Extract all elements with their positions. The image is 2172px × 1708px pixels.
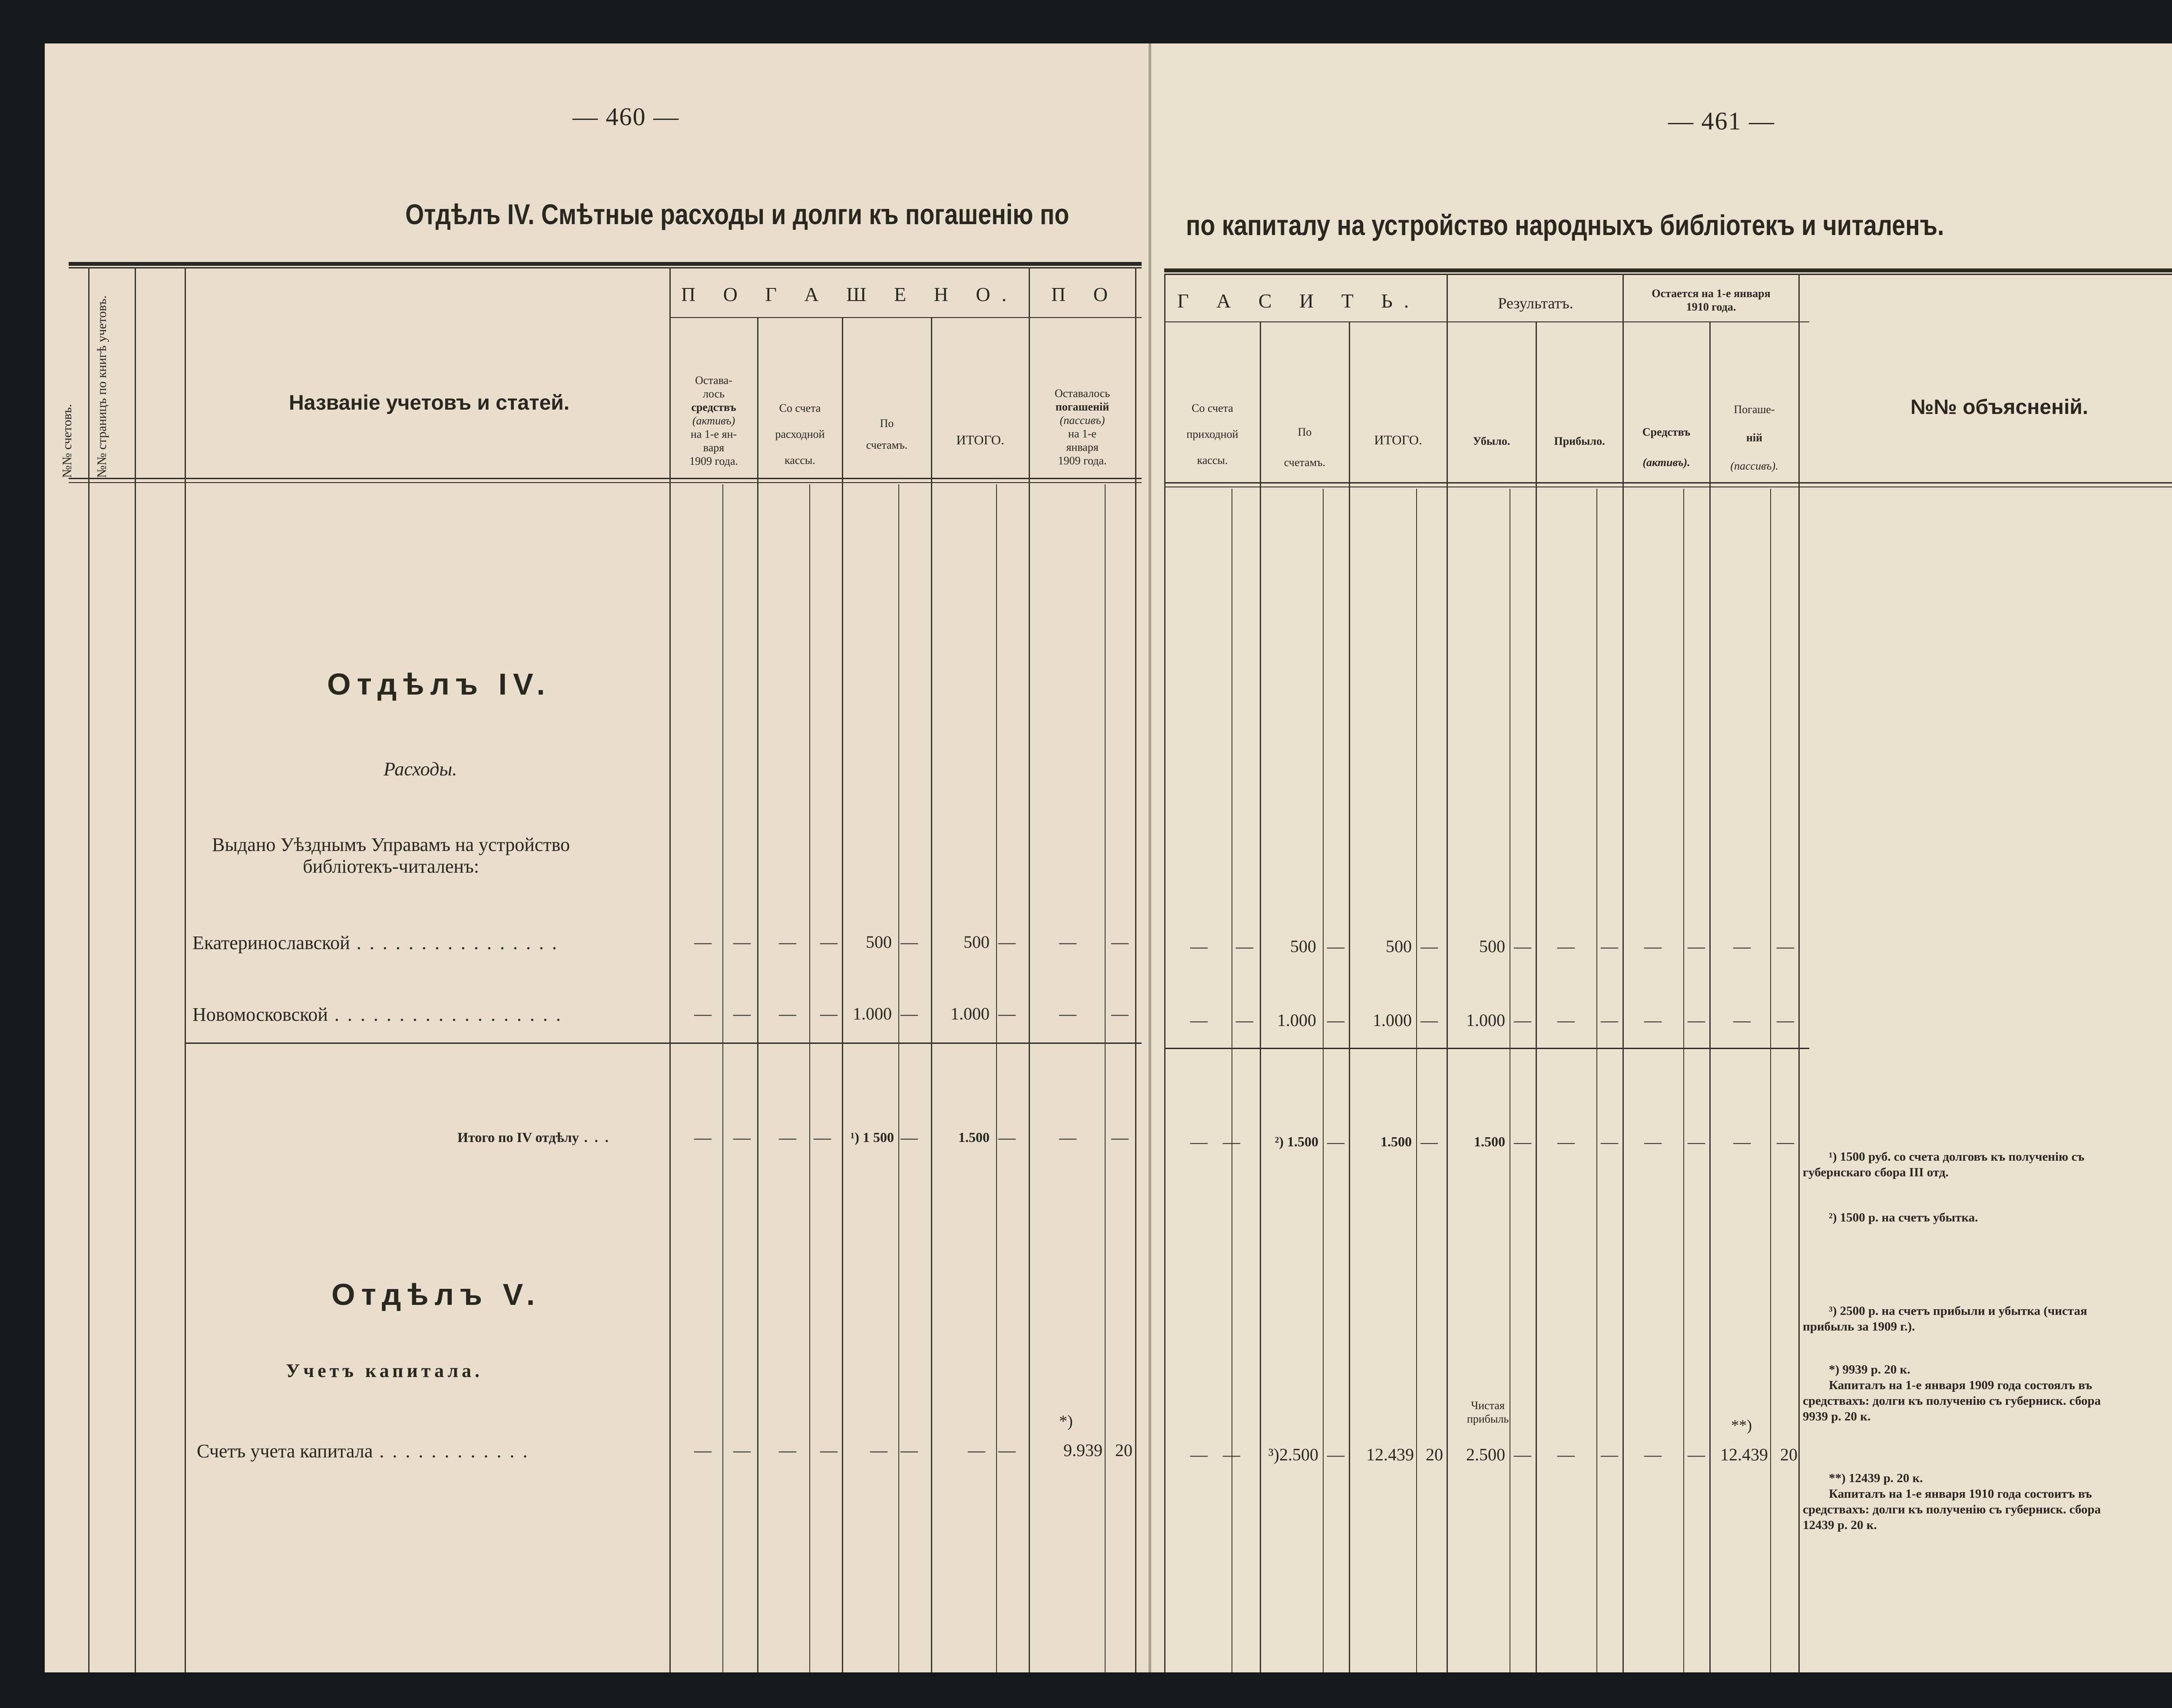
empty-cell: — xyxy=(1644,937,1662,956)
column-divider xyxy=(1164,274,1165,1672)
column-divider xyxy=(842,318,843,1672)
section-4-heading: Отдѣлъ IV. xyxy=(327,667,551,701)
header-line: варя xyxy=(703,441,725,454)
section-5-subheading: Учетъ капитала. xyxy=(286,1360,483,1381)
empty-cell: — xyxy=(733,1004,751,1023)
empty-cell: — xyxy=(1420,937,1438,956)
empty-cell: — xyxy=(694,1004,712,1023)
empty-cell: — xyxy=(1557,937,1575,956)
empty-cell: — xyxy=(1059,932,1076,952)
empty-cell: — xyxy=(1111,932,1129,952)
cell-loss: 2.500 xyxy=(1466,1445,1505,1464)
column-divider xyxy=(88,267,89,1672)
header-bottom-rule xyxy=(1164,482,2172,483)
from-income-header xyxy=(1165,395,1260,473)
row-name xyxy=(197,1440,529,1462)
note-line: 12439 р. 20 к. xyxy=(1803,1518,1877,1532)
empty-cell: — xyxy=(1236,1010,1253,1030)
column-divider xyxy=(1029,267,1030,1672)
empty-cell: — xyxy=(1601,1010,1618,1030)
from-expense-header xyxy=(758,395,842,473)
header-line: По xyxy=(880,417,894,430)
header-line: Оставалось xyxy=(1054,387,1110,400)
empty-cell: — xyxy=(1601,1445,1618,1464)
header-line: (активъ) xyxy=(692,414,735,427)
column-divider xyxy=(1536,322,1537,1672)
assets-header xyxy=(1623,417,1709,478)
kopeck-divider xyxy=(1683,489,1684,1672)
note-2: ²) 1500 р. на счетъ убытка. xyxy=(1829,1211,1978,1225)
paid-group-header: П О Г А Ш Е Н О. xyxy=(681,283,1018,305)
header-line: 1909 года. xyxy=(1058,454,1107,467)
note-line: прибыль за 1909 г.). xyxy=(1803,1320,1915,1334)
note-line: губернскаго сбора III отд. xyxy=(1803,1165,1949,1179)
footnote-mark: **) xyxy=(1731,1417,1752,1434)
empty-cell: — xyxy=(779,1440,796,1460)
column-divider xyxy=(1349,322,1350,1672)
cell-debts: 12.439 xyxy=(1720,1445,1768,1464)
leader-dots: . . . . . . . . . . . . . . . . xyxy=(350,932,559,953)
empty-cell: — xyxy=(1420,1010,1438,1030)
cell-total-kop: 20 xyxy=(1426,1445,1443,1464)
header-line: Погаше- xyxy=(1734,403,1775,416)
page-title: по капиталу на устройство народныхъ библіотекъ и читаленъ. xyxy=(1186,209,1944,241)
cell-loss: 1.000 xyxy=(1466,1010,1505,1030)
cell-by-accounts: 1.000 xyxy=(853,1004,892,1023)
cell-total: 1.500 xyxy=(1381,1134,1412,1149)
table-top-rule-thin xyxy=(69,267,1142,268)
po-group-header: П О xyxy=(1051,283,1119,305)
empty-cell: — xyxy=(968,1440,985,1460)
empty-cell: — xyxy=(820,1440,838,1460)
header-line: кассы. xyxy=(1197,454,1228,467)
empty-cell: — xyxy=(1059,1004,1076,1023)
header-line: погашеній xyxy=(1055,401,1109,413)
empty-cell: — xyxy=(1420,1132,1438,1152)
empty-cell: — xyxy=(1777,1132,1794,1152)
column-divider xyxy=(931,318,932,1672)
header-line: на 1-е ян- xyxy=(690,428,737,440)
header-line: Со счета xyxy=(1192,402,1233,414)
header-line: счетамъ. xyxy=(1284,456,1326,469)
footnote-mark: *) xyxy=(1059,1412,1073,1430)
empty-cell: — xyxy=(1111,1128,1129,1147)
empty-cell: — xyxy=(1733,1010,1751,1030)
empty-cell: — xyxy=(1190,1445,1208,1464)
note-line: **) 12439 р. 20 к. xyxy=(1829,1471,1923,1485)
header-line: (пассивъ). xyxy=(1730,460,1778,472)
net-profit-label xyxy=(1451,1399,1525,1426)
caption-line: Выдано Уѣзднымъ Управамъ на устройство xyxy=(212,834,570,855)
header-line: кассы. xyxy=(785,454,815,467)
empty-cell: — xyxy=(820,932,838,952)
note-5 xyxy=(1803,1470,2172,1533)
empty-cell: — xyxy=(1601,1132,1618,1152)
kopeck-divider xyxy=(1770,489,1771,1672)
empty-cell: — xyxy=(1688,1445,1705,1464)
row-name xyxy=(192,932,559,954)
label-line: Чистая xyxy=(1471,1399,1505,1412)
kopeck-divider xyxy=(996,484,997,1672)
empty-cell: — xyxy=(998,1440,1016,1460)
cell-total: 500 xyxy=(1386,937,1412,956)
empty-cell: — xyxy=(1601,937,1618,956)
empty-cell: — xyxy=(901,932,918,952)
note-line: средствахъ: долги къ полученію съ губерниск. сбора xyxy=(1803,1503,2101,1516)
empty-cell: — xyxy=(1733,1132,1751,1152)
note-line: 9939 р. 20 к. xyxy=(1803,1410,1871,1423)
empty-cell: — xyxy=(733,932,751,952)
by-accounts-header xyxy=(1261,417,1349,478)
empty-cell: — xyxy=(1644,1010,1662,1030)
empty-cell: — xyxy=(1223,1445,1240,1464)
empty-cell: — xyxy=(901,1004,918,1023)
header-bottom-rule-thin xyxy=(69,482,1142,483)
cell-total: 500 xyxy=(963,932,990,952)
empty-cell: — xyxy=(1688,1132,1705,1152)
empty-cell: — xyxy=(1733,937,1751,956)
empty-cell: — xyxy=(1514,1010,1531,1030)
header-line: Средствъ xyxy=(1642,426,1691,438)
cell-total: 1.500 xyxy=(958,1129,990,1145)
kopeck-divider xyxy=(722,484,723,1672)
caption-line: библіотекъ-читаленъ: xyxy=(303,856,479,877)
total-row-label xyxy=(457,1129,610,1145)
note-line: ¹) 1500 руб. со счета долговъ къ полученію съ xyxy=(1829,1150,2085,1164)
empty-cell: — xyxy=(1059,1128,1076,1147)
column-divider xyxy=(1447,274,1448,1672)
empty-cell: — xyxy=(1777,1010,1794,1030)
empty-cell: — xyxy=(998,1004,1016,1023)
debts-header xyxy=(1710,395,1798,480)
total-label: Итого по IV отдѣлу xyxy=(457,1129,579,1145)
header-line: 1910 года. xyxy=(1686,301,1736,313)
header-line: лось xyxy=(702,387,725,400)
note-1 xyxy=(1803,1149,2172,1180)
cell-by-accounts: ²) 1.500 xyxy=(1275,1134,1318,1149)
right-page xyxy=(1151,43,2172,1672)
total-header: ИТОГО. xyxy=(1374,432,1422,447)
empty-cell: — xyxy=(998,1128,1016,1147)
note-line: Капиталъ на 1-е января 1909 года состоялъ въ xyxy=(1829,1378,2093,1392)
group-header-rule xyxy=(670,317,1142,318)
empty-cell: — xyxy=(779,1004,796,1023)
page-number: — 461 — xyxy=(1668,107,1775,135)
empty-cell: — xyxy=(1644,1445,1662,1464)
column-divider xyxy=(135,267,136,1672)
explanations-header: №№ объясненій. xyxy=(1910,396,2089,419)
kopeck-divider xyxy=(898,484,899,1672)
name-column-header: Названіе учетовъ и статей. xyxy=(289,391,569,414)
empty-cell: — xyxy=(1190,937,1208,956)
row-label: Счетъ учета капитала xyxy=(197,1440,373,1462)
left-page xyxy=(45,43,1149,1672)
cell-remained-debts-kop: 20 xyxy=(1115,1440,1132,1460)
page-number: — 460 — xyxy=(573,103,679,131)
header-line: приходной xyxy=(1186,428,1238,440)
empty-cell: — xyxy=(901,1440,918,1460)
gasit-group-header: Г А С И Т Ь. xyxy=(1177,290,1420,312)
kopeck-divider xyxy=(1105,484,1106,1672)
empty-cell: — xyxy=(814,1128,831,1147)
empty-cell: — xyxy=(694,932,712,952)
remained-debts-header xyxy=(1030,387,1135,467)
header-line: Со счета xyxy=(779,402,821,414)
cell-total: 1.000 xyxy=(1373,1010,1412,1030)
cell-debts-kop: 20 xyxy=(1780,1445,1798,1464)
header-line: ній xyxy=(1746,431,1763,444)
empty-cell: — xyxy=(694,1128,712,1147)
issued-caption xyxy=(212,834,570,877)
row-name xyxy=(192,1003,563,1026)
empty-cell: — xyxy=(1190,1010,1208,1030)
empty-cell: — xyxy=(1514,1445,1531,1464)
empty-cell: — xyxy=(1111,1004,1129,1023)
header-line: По xyxy=(1298,426,1312,438)
empty-cell: — xyxy=(1777,937,1794,956)
column-divider xyxy=(1135,267,1136,1672)
empty-cell: — xyxy=(1236,937,1253,956)
cell-by-accounts: 500 xyxy=(866,932,892,952)
empty-cell: — xyxy=(733,1440,751,1460)
column-divider xyxy=(1798,274,1800,1672)
kopeck-divider xyxy=(1596,489,1597,1672)
header-bottom-rule xyxy=(69,478,1142,479)
header-line: Остава- xyxy=(695,374,732,387)
cell-loss: 1.500 xyxy=(1474,1134,1505,1149)
header-line: расходной xyxy=(775,428,825,440)
empty-cell: — xyxy=(779,1128,796,1147)
total-header: ИТОГО. xyxy=(956,432,1004,447)
header-line: 1909 года. xyxy=(689,455,738,467)
cell-loss: 500 xyxy=(1479,937,1505,956)
cell-remained-debts: 9.939 xyxy=(1063,1440,1103,1460)
empty-cell: — xyxy=(1557,1445,1575,1464)
empty-cell: — xyxy=(820,1004,838,1023)
cell-by-accounts: ¹) 1 500 xyxy=(850,1129,894,1145)
note-line: средствахъ: долги къ полученію съ губерниск. сбора xyxy=(1803,1394,2101,1408)
empty-cell: — xyxy=(1327,937,1344,956)
header-line: счетамъ. xyxy=(866,439,908,451)
loss-header: Убыло. xyxy=(1473,435,1510,447)
empty-cell: — xyxy=(1688,937,1705,956)
column-divider xyxy=(185,267,186,1672)
header-line: (пассивъ) xyxy=(1060,414,1105,427)
total-rule xyxy=(186,1043,1142,1044)
empty-cell: — xyxy=(1557,1010,1575,1030)
table-top-rule xyxy=(69,262,1142,266)
header-line: Остается на 1-е января xyxy=(1652,287,1771,300)
remains-group-header xyxy=(1624,287,1798,314)
empty-cell: — xyxy=(998,932,1016,952)
note-3 xyxy=(1803,1303,2172,1334)
kopeck-divider xyxy=(809,484,810,1672)
empty-cell: — xyxy=(1644,1132,1662,1152)
empty-cell: — xyxy=(870,1440,887,1460)
header-line: января xyxy=(1066,441,1099,453)
accounts-number-header: №№ счетовъ. xyxy=(60,404,74,478)
table-top-rule xyxy=(1164,268,2172,272)
header-line: на 1-е xyxy=(1068,427,1097,440)
profit-header: Прибыло. xyxy=(1554,435,1605,447)
cell-total: 1.000 xyxy=(950,1004,990,1023)
cell-by-accounts: ³)2.500 xyxy=(1268,1445,1318,1464)
header-line: (активъ). xyxy=(1642,456,1690,469)
table-top-rule-thin xyxy=(1164,274,2172,275)
section-4-subheading: Расходы. xyxy=(384,758,457,780)
section-5-heading: Отдѣлъ V. xyxy=(331,1278,541,1311)
row-label: Новомосковской xyxy=(192,1004,328,1025)
remained-assets-header xyxy=(670,374,757,468)
empty-cell: — xyxy=(1190,1132,1208,1152)
column-divider xyxy=(1622,274,1624,1672)
empty-cell: — xyxy=(1327,1445,1344,1464)
note-line: Капиталъ на 1-е января 1910 года состоитъ въ xyxy=(1829,1487,2092,1501)
label-line: прибыль xyxy=(1467,1413,1509,1425)
column-divider xyxy=(669,267,671,1672)
empty-cell: — xyxy=(1514,937,1531,956)
cell-by-accounts: 1.000 xyxy=(1277,1010,1316,1030)
empty-cell: — xyxy=(733,1128,751,1147)
page-title: Отдѣлъ IV. Смѣтные расходы и долги къ погашенію по xyxy=(405,198,1069,230)
note-line: *) 9939 р. 20 к. xyxy=(1829,1363,1910,1377)
empty-cell: — xyxy=(1557,1132,1575,1152)
pages-number-header: №№ страницъ по книгѣ учетовъ. xyxy=(95,295,109,478)
empty-cell: — xyxy=(901,1128,918,1147)
empty-cell: — xyxy=(1327,1010,1344,1030)
kopeck-divider xyxy=(1416,489,1417,1672)
empty-cell: — xyxy=(1514,1132,1531,1152)
header-line: средствъ xyxy=(691,401,736,414)
by-accounts-header xyxy=(843,413,931,456)
cell-by-accounts: 500 xyxy=(1290,937,1316,956)
leader-dots: . . . xyxy=(579,1129,610,1145)
empty-cell: — xyxy=(1327,1132,1344,1152)
empty-cell: — xyxy=(1223,1132,1240,1152)
result-group-header: Результатъ. xyxy=(1498,295,1573,312)
leader-dots: . . . . . . . . . . . . xyxy=(373,1440,530,1462)
empty-cell: — xyxy=(694,1440,712,1460)
note-line: ³) 2500 р. на счетъ прибыли и убытка (чистая xyxy=(1829,1304,2087,1318)
leader-dots: . . . . . . . . . . . . . . . . . . xyxy=(328,1004,563,1025)
column-divider xyxy=(1260,322,1261,1672)
cell-total: 12.439 xyxy=(1366,1445,1414,1464)
row-label: Екатеринославской xyxy=(192,932,350,953)
empty-cell: — xyxy=(1688,1010,1705,1030)
empty-cell: — xyxy=(779,932,796,952)
column-divider xyxy=(1709,322,1711,1672)
column-divider xyxy=(757,318,758,1672)
note-4 xyxy=(1803,1362,2172,1424)
kopeck-divider xyxy=(1323,489,1324,1672)
